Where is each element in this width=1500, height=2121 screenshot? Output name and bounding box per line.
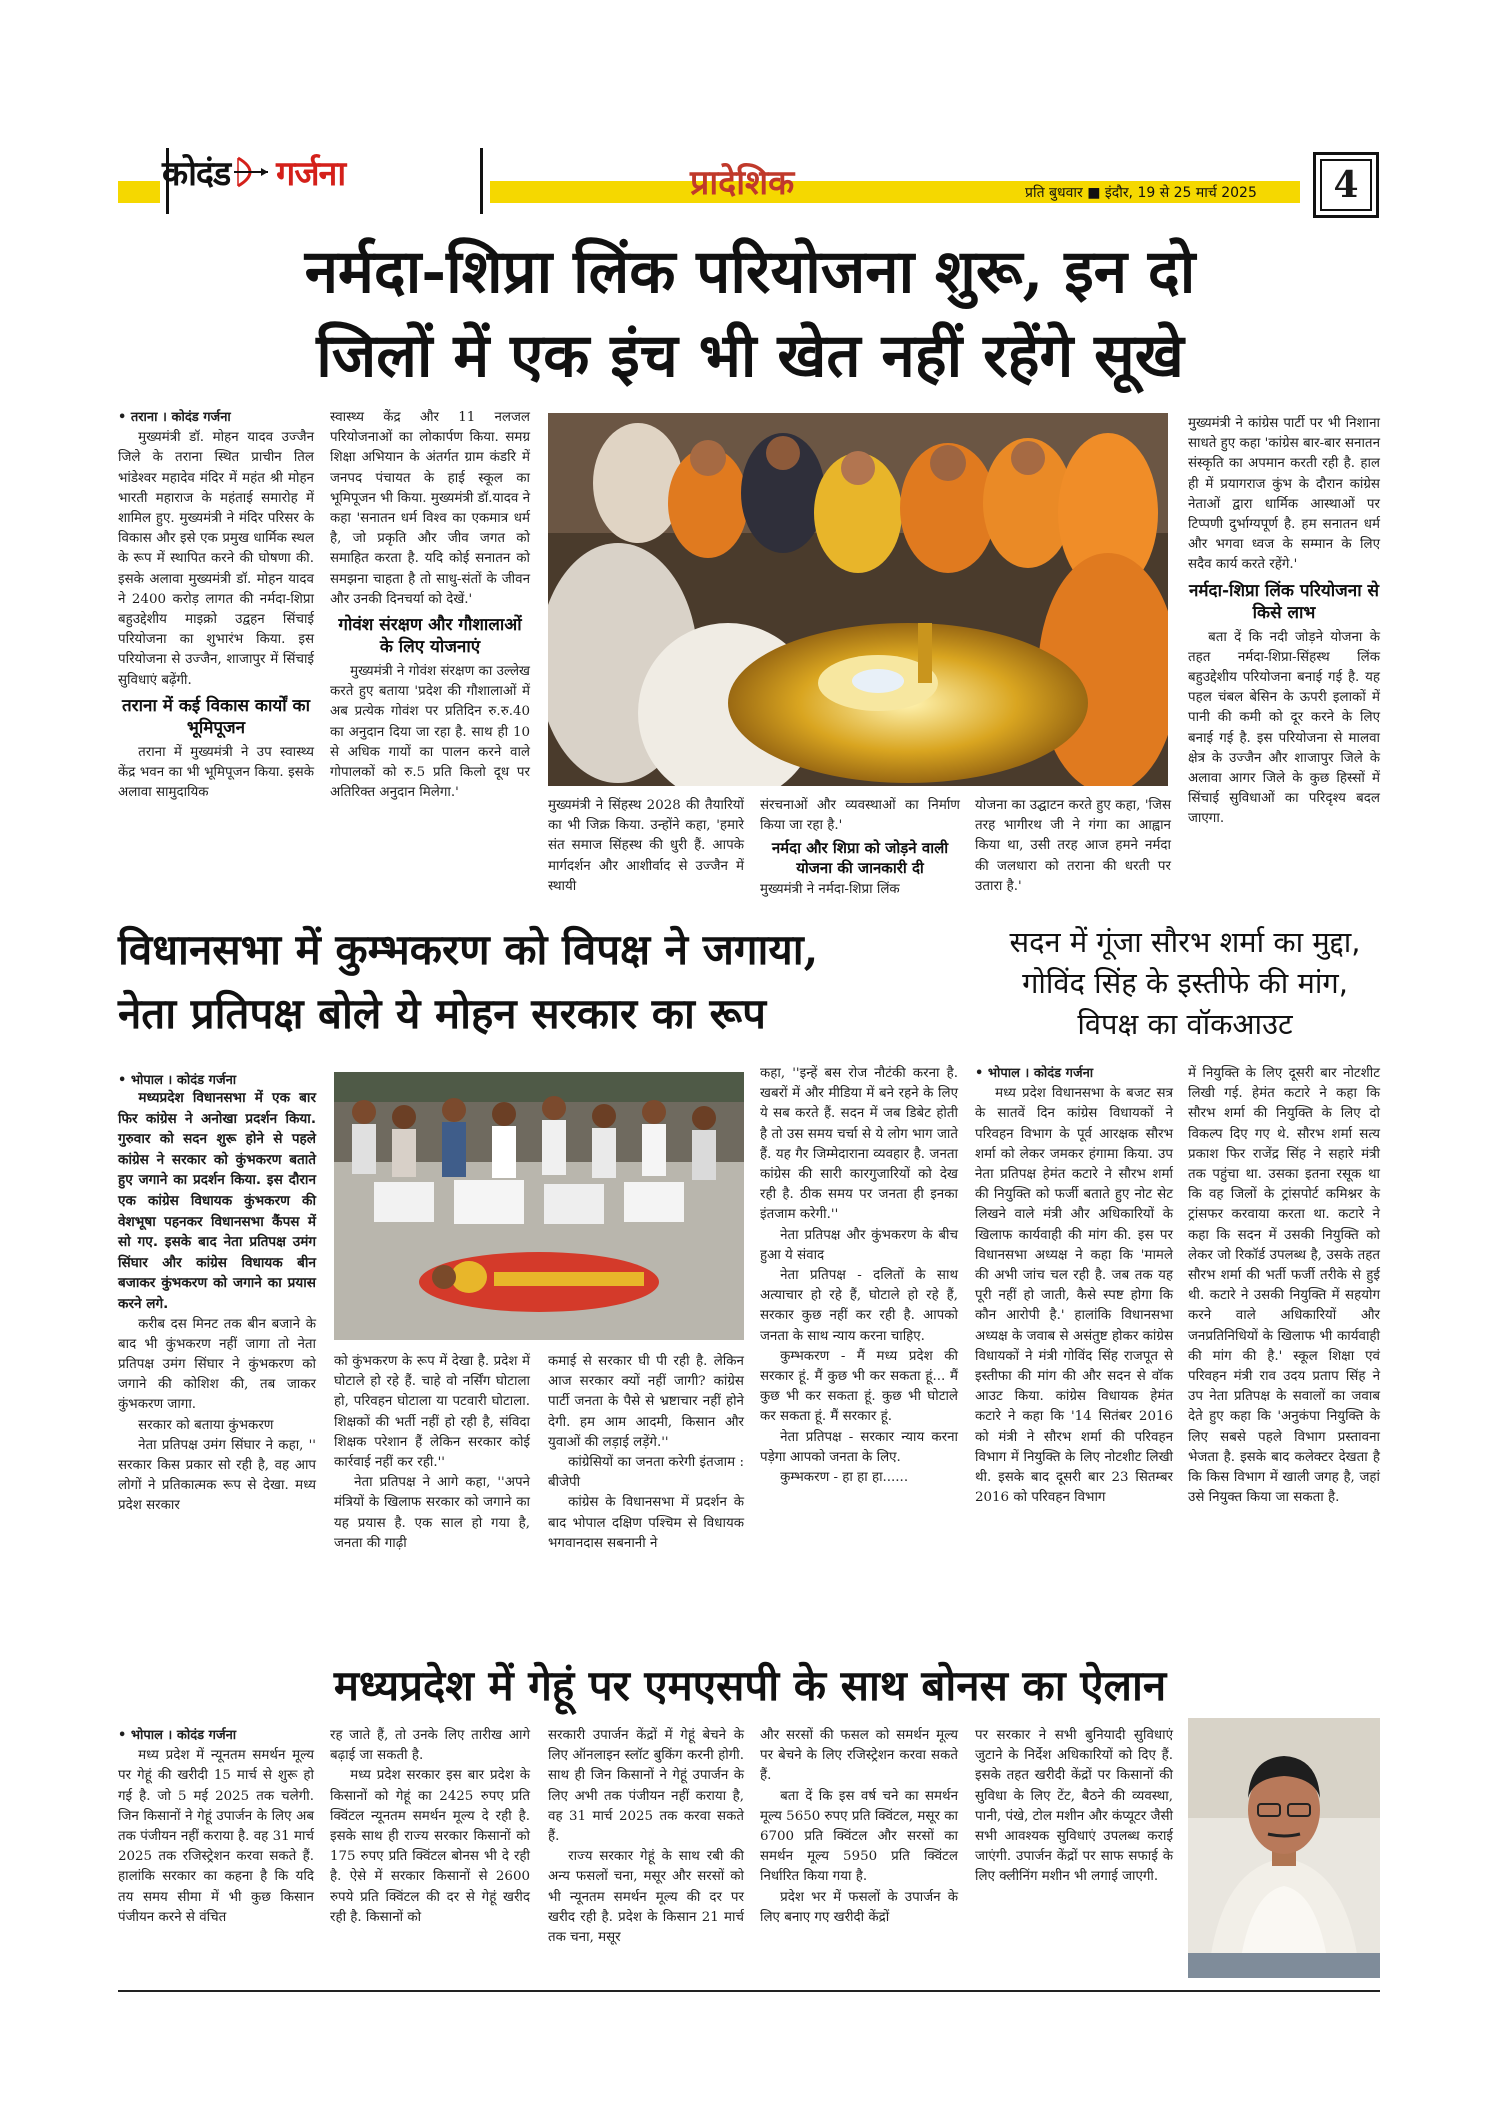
story2-col4-para5: नेता प्रतिपक्ष - सरकार न्याय करना पड़ेगा आपको जनता के लिए. <box>760 1429 958 1465</box>
story2-col2 <box>334 1352 530 1554</box>
story1-under-photo-col3 <box>975 796 1171 897</box>
story1-under-photo-col2 <box>760 796 960 901</box>
story4-headline: मध्यप्रदेश में गेहूं पर एमएसपी के साथ बोनस का ऐलान <box>333 1661 1167 1710</box>
story1-col2-para2: मुख्यमंत्री ने गोवंश संरक्षण का उल्लेख करते हुए बताया 'प्रदेश की गौशालाओं में अब प्रत्येक गोवंश पर प्रतिदिन रु.रु.40 का अनुदान दिया जा रहा है. साथ ही 10 से अधिक गायों का पालन करने वाले गोपालकों को रु.5 प्रति किलो दूध पर अतिरिक्त अनुदान मिलेगा.' <box>330 664 530 801</box>
story4-col5 <box>975 1726 1173 1888</box>
story4-col2-para1: रह जाते हैं, तो उनके लिए तारीख आगे बढ़ाई जा सकती है. <box>330 1728 530 1764</box>
story2-col3-para2: कांग्रेसियों का जनता करेगी इंतजाम : बीजेपी <box>548 1455 744 1491</box>
story2-headline-line2: नेता प्रतिपक्ष बोले ये मोहन सरकार का रूप <box>118 989 766 1038</box>
story1-under-photo-col2-subhead: नर्मदा और शिप्रा को जोड़ने वाली योजना की जानकारी दी <box>771 839 949 878</box>
story4-col4-para2: बता दें कि इस वर्ष चने का समर्थन मूल्य 5650 रुपए प्रति क्विंटल, मसूर का 6700 प्रति क्विंटल और सरसों का समर्थन मूल्य 5950 प्रति क्विंटल निर्धारित किया गया है. <box>760 1788 958 1885</box>
story2-col3-para1: कमाई से सरकार घी पी रही है. लेकिन आज सरकार क्यों नहीं जागी? कांग्रेस पार्टी जनता के पैसे से भ्रष्टाचार नहीं होने देगी. हम आम आदमी, किसान और युवाओं की लड़ाई लड़ेंगे.'' <box>548 1354 744 1450</box>
story4-col2-para2: मध्य प्रदेश सरकार इस बार प्रदेश के किसानों को गेहूं का 2425 रुपए प्रति क्विंटल न्यूनतम समर्थन मूल्य दे रही है. इसके साथ ही राज्य सरकार किसानों को 175 रुपए प्रति क्विंटल बोनस भी दे रही है. ऐसे में सरकार किसानों से 2600 रुपये प्रति क्विंटल की दर से गेहूं खरीद रही है. किसानों को <box>330 1768 530 1925</box>
section-label: प्रादेशिक <box>690 163 795 203</box>
story2-col1 <box>118 1070 316 1517</box>
story3-col2 <box>1188 1064 1380 1508</box>
story4-col1-text: मध्य प्रदेश में न्यूनतम समर्थन मूल्य पर गेहूं की खरीदी 15 मार्च से शुरू हो गई है. जो 5 मई 2025 तक चलेगी. जिन किसानों ने गेहूं उपार्जन के लिए अब तक पंजीयन नहीं कराया है. वह 31 मार्च 2025 तक रजिस्ट्रेशन करवा सकते हैं. हालांकि सरकार का कहना है कि यदि तय समय सीमा में भी कुछ किसान पंजीयन करने से वंचित <box>118 1748 314 1925</box>
story4-photo-portrait <box>1188 1718 1380 1978</box>
story2-byline: • भोपाल । कोदंड गर्जना <box>118 1073 237 1088</box>
story2-col4-para3: नेता प्रतिपक्ष - दलितों के साथ अत्याचार हो रहे हैं, घोटाले हो रहे हैं, सरकार कुछ नहीं कर रही है. आपको जनता के साथ न्याय करना चाहिए. <box>760 1268 958 1344</box>
story1-col1-subhead: तराना में कई विकास कार्यों का भूमिपूजन <box>121 695 311 738</box>
story1-under-photo-col2-para2: मुख्यमंत्री ने नर्मदा-शिप्रा लिंक <box>760 882 900 898</box>
story1-col2-para1: स्वास्थ्य केंद्र और 11 नलजल परियोजनाओं का लोकार्पण किया. समग्र शिक्षा अभियान के अंतर्गत ग्राम कंडरि में जनपद पंचायत के हाई स्कूल का भूमिपूजन भी किया. मुख्यमंत्री डॉ.यादव ने कहा 'सनातन धर्म विश्व का एकमात्र धर्म है, जो प्रकृति और जीव जगत को समाहित करता है. यदि कोई सनातन को समझना चाहता है तो साधु-संतों के जीवन और उनकी दिनचर्या को देखें.' <box>330 410 530 607</box>
story4-col2 <box>330 1726 530 1928</box>
story2-col4-para6: कुम्भकरण - हा हा हा...... <box>780 1470 909 1486</box>
story2-col4-para4: कुम्भकरण - मैं मध्य प्रदेश की सरकार हूं. मैं कुछ भी कर सकता हूं... मैं कुछ भी कर सकता हूं. कुछ भी घोटाले कर सकता हूं. मैं सरकार हूं. <box>760 1348 958 1425</box>
story2-col4 <box>760 1064 958 1488</box>
story4-col1 <box>118 1726 314 1928</box>
story4-col4 <box>760 1726 958 1928</box>
story2-col3-para3: कांग्रेस के विधानसभा में प्रदर्शन के बाद भोपाल दक्षिण पश्चिम से विधायक भगवानदास सबनानी ने <box>548 1495 744 1551</box>
story1-col2-subhead: गोवंश संरक्षण और गौशालाओं के लिए योजनाएं <box>338 615 522 658</box>
story2-col1-para4: नेता प्रतिपक्ष उमंग सिंघार ने कहा, '' सरकार किस प्रकार सो रही है, वह आप लोगों ने प्रतिकात्मक रूप से देखा. मध्य प्रदेश सरकार <box>118 1437 316 1514</box>
story1-under-photo-col1 <box>548 796 744 897</box>
masthead-divider-right <box>480 148 483 214</box>
story1-col2 <box>330 408 530 803</box>
story2-col1-para2: करीब दस मिनट तक बीन बजाने के बाद भी कुंभकरण नहीं जागा तो नेता प्रतिपक्ष उमंग सिंघार ने कुंभकरण को जगाने की कोशिश की, तब जाकर कुंभकरण जागा. <box>118 1316 316 1413</box>
story2-col1-body <box>118 1315 316 1517</box>
story1-photo-ceremony <box>548 413 1168 786</box>
portrait-photo <box>1188 1718 1380 1978</box>
story4-col3 <box>548 1726 744 1948</box>
story1-col5-para2: बता दें कि नदी जोड़ने योजना के तहत नर्मदा-शिप्रा-सिंहस्थ लिंक बहुउद्देशीय परियोजना बनाई गई है. यह पहल चंबल बेसिन के ऊपरी इलाकों में पानी की कमी को दूर करने के लिए बनाई गई है. इस परियोजना से मालवा क्षेत्र के उज्जैन और शाजापुर जिले के अलावा आगर जिले के कुछ हिस्सों में सिंचाई सुविधाओं का परिदृश्य बदल जाएगा. <box>1188 629 1380 827</box>
story1-byline: • तराना । कोदंड गर्जना <box>118 410 231 425</box>
story2-headline-line1: विधानसभा में कुम्भकरण को विपक्ष ने जगाया, <box>118 925 819 974</box>
story2-col4-para1: कहा, ''इन्हें बस रोज नौटंकी करना है. खबरों में और मीडिया में बने रहने के लिए ये सब करते हैं. सदन में जब डिबेट होती है तो उस समय चर्चा से ये लोग भाग जाते हैं. यह गैर जिम्मेदाराना व्यवहार है. जनता कांग्रेस की सारी कारगुजारियों को देख रही है. ठीक समय पर जनता ही इनका इंतजाम करेगी.'' <box>760 1066 958 1223</box>
story4-byline: • भोपाल । कोदंड गर्जना <box>118 1728 237 1743</box>
story2-col3 <box>548 1352 744 1554</box>
page-number-box <box>1313 152 1379 218</box>
story1-col1-para2: तराना में मुख्यमंत्री ने उप स्वास्थ्य केंद्र भवन का भी भूमिपूजन किया. इसके अलावा सामुदायिक <box>118 744 314 801</box>
protest-photo <box>334 1072 744 1340</box>
masthead-logo[interactable] <box>162 137 472 207</box>
story1-under-photo-col1-text: मुख्यमंत्री ने सिंहस्थ 2028 की तैयारियों का भी जिक्र किया. उन्होंने कहा, 'हमारे संत समाज सिंहस्थ की धुरी हैं. आपके मार्गदर्शन और आशीर्वाद से उज्जैन में स्थायी <box>548 798 744 894</box>
ceremony-photo <box>548 413 1168 786</box>
story1-headline <box>120 230 1380 398</box>
story1-under-photo-col2-para1: संरचनाओं और व्यवस्थाओं का निर्माण किया जा रहा है.' <box>760 798 960 834</box>
story4-col3-para2: राज्य सरकार गेहूं के साथ रबी की अन्य फसलों चना, मसूर और सरसों को भी न्यूनतम समर्थन मूल्य की दर पर खरीद रही है. प्रदेश के किसान 21 मार्च तक चना, मसूर <box>548 1849 744 1946</box>
story1-col5 <box>1188 414 1380 830</box>
story2-col2-para2: नेता प्रतिपक्ष ने आगे कहा, ''अपने मंत्रियों के खिलाफ सरकार को जगाने का यह प्रयास है. एक साल हो गया है, जनता की गाढ़ी <box>334 1475 530 1551</box>
story3-col1-text: मध्य प्रदेश विधानसभा के बजट सत्र के सातवें दिन कांग्रेस विधायकों ने परिवहन विभाग के पूर्व आरक्षक सौरभ शर्मा को लेकर जमकर हंगामा किया. उप नेता प्रतिपक्ष हेमंत कटारे ने सौरभ शर्मा की नियुक्ति को फर्जी बताते हुए नोट सेट लिखने वाले मंत्री और अधिकारियों के खिलाफ कार्यवाही की मांग की. इस पर विधानसभा अध्यक्ष ने कहा कि 'मामले की अभी जांच चल रही है. जब तक यह पूरी नहीं हो जाती, कैसे स्पष्ट होगा कि कौन आरोपी है.' हालांकि विधानसभा अध्यक्ष के जवाब से असंतुष्ट होकर कांग्रेस विधायकों ने मंत्री गोविंद सिंह राजपूत से इस्तीफा की मांग की और सदन से वॉक आउट किया. कांग्रेस विधायक हेमंत कटारे ने कहा कि '14 सितंबर 2016 को मंत्री ने सौरभ शर्मा की परिवहन विभाग में नियुक्ति के लिए नोटशीट लिखी थी. इसके बाद दूसरी बार 23 सितम्बर 2016 को परिवहन विभाग <box>975 1086 1173 1506</box>
page-number: 4 <box>1320 159 1372 211</box>
story4-col4-para1: और सरसों की फसल को समर्थन मूल्य पर बेचने के लिए रजिस्ट्रेशन करवा सकते हैं. <box>760 1728 958 1784</box>
story4-col4-para3: प्रदेश भर में फसलों के उपार्जन के लिए बनाए गए खरीदी केंद्रों <box>760 1889 958 1925</box>
story2-col1-para3: सरकार को बताया कुंभकरण <box>138 1417 274 1433</box>
page-bottom-rule <box>118 1990 1380 1992</box>
masthead-left-band <box>118 181 160 203</box>
story3-col2-text: में नियुक्ति के लिए दूसरी बार नोटशीट लिखी गई. हेमंत कटारे ने कहा कि सौरभ शर्मा की नियुक्ति के लिए दो विकल्प दिए गए थे. सौरभ शर्मा सत्य प्रकाश फिर राजेंद्र सिंह ने सहारे मंत्री तक पहुंचा था. उसका इतना रसूक था कि वह जिलों के ट्रांसपोर्ट कमिश्नर के ट्रांसफर करवाया करता था. कटारे ने कहा कि सदन में उसकी नियुक्ति को लेकर जो रिकॉर्ड उपलब्ध है, उसके तहत सौरभ शर्मा की भर्ती फर्जी तरीके से हुई थी. कटारे ने उसकी नियुक्ति में सहयोग करने वाले अधिकारियों और जनप्रतिनिधियों के खिलाफ भी कार्यवाही की मांग की है.' स्कूल शिक्षा एवं परिवहन मंत्री राव उदय प्रताप सिंह ने उप नेता प्रतिपक्ष के सवालों का जवाब देते हुए कहा कि 'अनुकंपा नियुक्ति के लिए सबसे पहले विभाग प्रस्तावना भेजता है. इसके बाद कलेक्टर देखता है कि किस विभाग में खाली जगह है, जहां उसे नियुक्त किया जा सकता है. <box>1188 1066 1380 1506</box>
story2-col2-para1: को कुंभकरण के रूप में देखा है. प्रदेश में घोटाले हो रहे हैं. चाहे वो नर्सिंग घोटाला हो, परिवहन घोटाला या पटवारी घोटाला. शिक्षकों की भर्ती नहीं हो रही है, संविदा शिक्षक परेशान हैं लेकिन सरकार कोई कार्रवाई नहीं कर रही.'' <box>334 1354 530 1471</box>
story1-col1-para1: मुख्यमंत्री डॉ. मोहन यादव उज्जैन जिले के तराना स्थित प्राचीन तिल भांडेश्वर महादेव मंदिर में महंत श्री मोहन भारती महाराज के महंताई समारोह में शामिल हुए. मुख्यमंत्री ने मंदिर परिसर के विकास और इसे एक प्रमुख धार्मिक स्थल के रूप में स्थापित करने की घोषणा की. इसके अलावा मुख्यमंत्री डॉ. मोहन यादव ने 2400 करोड़ लागत की नर्मदा-शिप्रा बहुउद्देशीय माइक्रो उद्वहन सिंचाई परियोजना का शुभारंभ किया. इस परियोजना से उज्जैन, शाजापुर में सिंचाई सुविधाएं बढ़ेंगी. <box>118 430 314 688</box>
story3-col1 <box>975 1064 1173 1508</box>
story2-lead: मध्यप्रदेश विधानसभा में एक बार फिर कांग्रेस ने अनोखा प्रदर्शन किया. गुरुवार को सदन शुरू होने से पहले कांग्रेस ने सरकार को कुंभकरण बताते हुए जगाने का प्रदर्शन किया. इस दौरान एक कांग्रेस विधायक कुंभकरण की वेशभूषा पहनकर विधानसभा कैंपस में सो गए. इसके बाद नेता प्रतिपक्ष उमंग सिंघार और कांग्रेस विधायक बीन बजाकर कुंभकरण को जगाने का प्रयास करने लगे. <box>118 1090 316 1312</box>
story1-under-photo-col3-text: योजना का उद्घाटन करते हुए कहा, 'जिस तरह भागीरथ जी ने गंगा का आह्वान किया था, उसी तरह आज हमने नर्मदा की जलधारा को तराना की धरती पर उतारा है.' <box>975 798 1171 894</box>
story1-col5-para1: मुख्यमंत्री ने कांग्रेस पार्टी पर भी निशाना साधते हुए कहा 'कांग्रेस बार-बार सनातन संस्कृति का अपमान करती रही है. हाल ही में प्रयागराज कुंभ के दौरान कांग्रेस नेताओं द्वारा धार्मिक आस्थाओं पर टिप्पणी दुर्भाग्यपूर्ण है. हम सनातन धर्म और भगवा ध्वज के सम्मान के लिए सदैव कार्य करते रहेंगे.' <box>1188 416 1380 573</box>
story1-col5-subhead: नर्मदा-शिप्रा लिंक परियोजना से किसे लाभ <box>1188 580 1380 623</box>
story1-headline-line1: नर्मदा-शिप्रा लिंक परियोजना शुरू, इन दो <box>304 237 1196 307</box>
logo-text-red: गर्जना <box>276 154 346 194</box>
story3-byline: • भोपाल । कोदंड गर्जना <box>975 1066 1094 1081</box>
story2-photo-protest <box>334 1072 744 1340</box>
issue-dateline: प्रति बुधवार ■ इंदौर, 19 से 25 मार्च 2025 <box>1025 185 1257 201</box>
story2-col4-para2: नेता प्रतिपक्ष और कुंभकरण के बीच हुआ ये संवाद <box>760 1227 958 1263</box>
story2-headline <box>118 918 978 1046</box>
story1-headline-line2: जिलों में एक इंच भी खेत नहीं रहेंगे सूखे <box>316 321 1184 391</box>
story4-col5-text: पर सरकार ने सभी बुनियादी सुविधाएं जुटाने के निर्देश अधिकारियों को दिए हैं. इसके तहत खरीदी केंद्रों पर किसानों की सुविधा के लिए टेंट, बैठने की व्यवस्था, पानी, पंखे, टोल मशीन और कंप्यूटर जैसी सभी आवश्यक सुविधाएं उपलब्ध कराई जाएंगी. उपार्जन केंद्रों पर साफ सफाई के लिए क्लीनिंग मशीन भी लगाई जाएगी. <box>975 1728 1173 1885</box>
bow-arrow-icon <box>232 154 270 190</box>
story1-col1 <box>118 408 314 803</box>
story3-headline: सदन में गूंजा सौरभ शर्मा का मुद्दा, गोविंद सिंह के इस्तीफे की मांग, विपक्ष का वॉकआउट <box>1009 925 1361 1041</box>
story4-col3-para1: सरकारी उपार्जन केंद्रों में गेहूं बेचने के लिए ऑनलाइन स्लॉट बुकिंग करनी होगी. साथ ही जिन किसानों ने गेहूं उपार्जन के लिए अभी तक पंजीयन नहीं कराया है, वह 31 मार्च 2025 तक करवा सकते हैं. <box>548 1728 744 1845</box>
logo-text-black: कोदंड <box>162 154 231 194</box>
